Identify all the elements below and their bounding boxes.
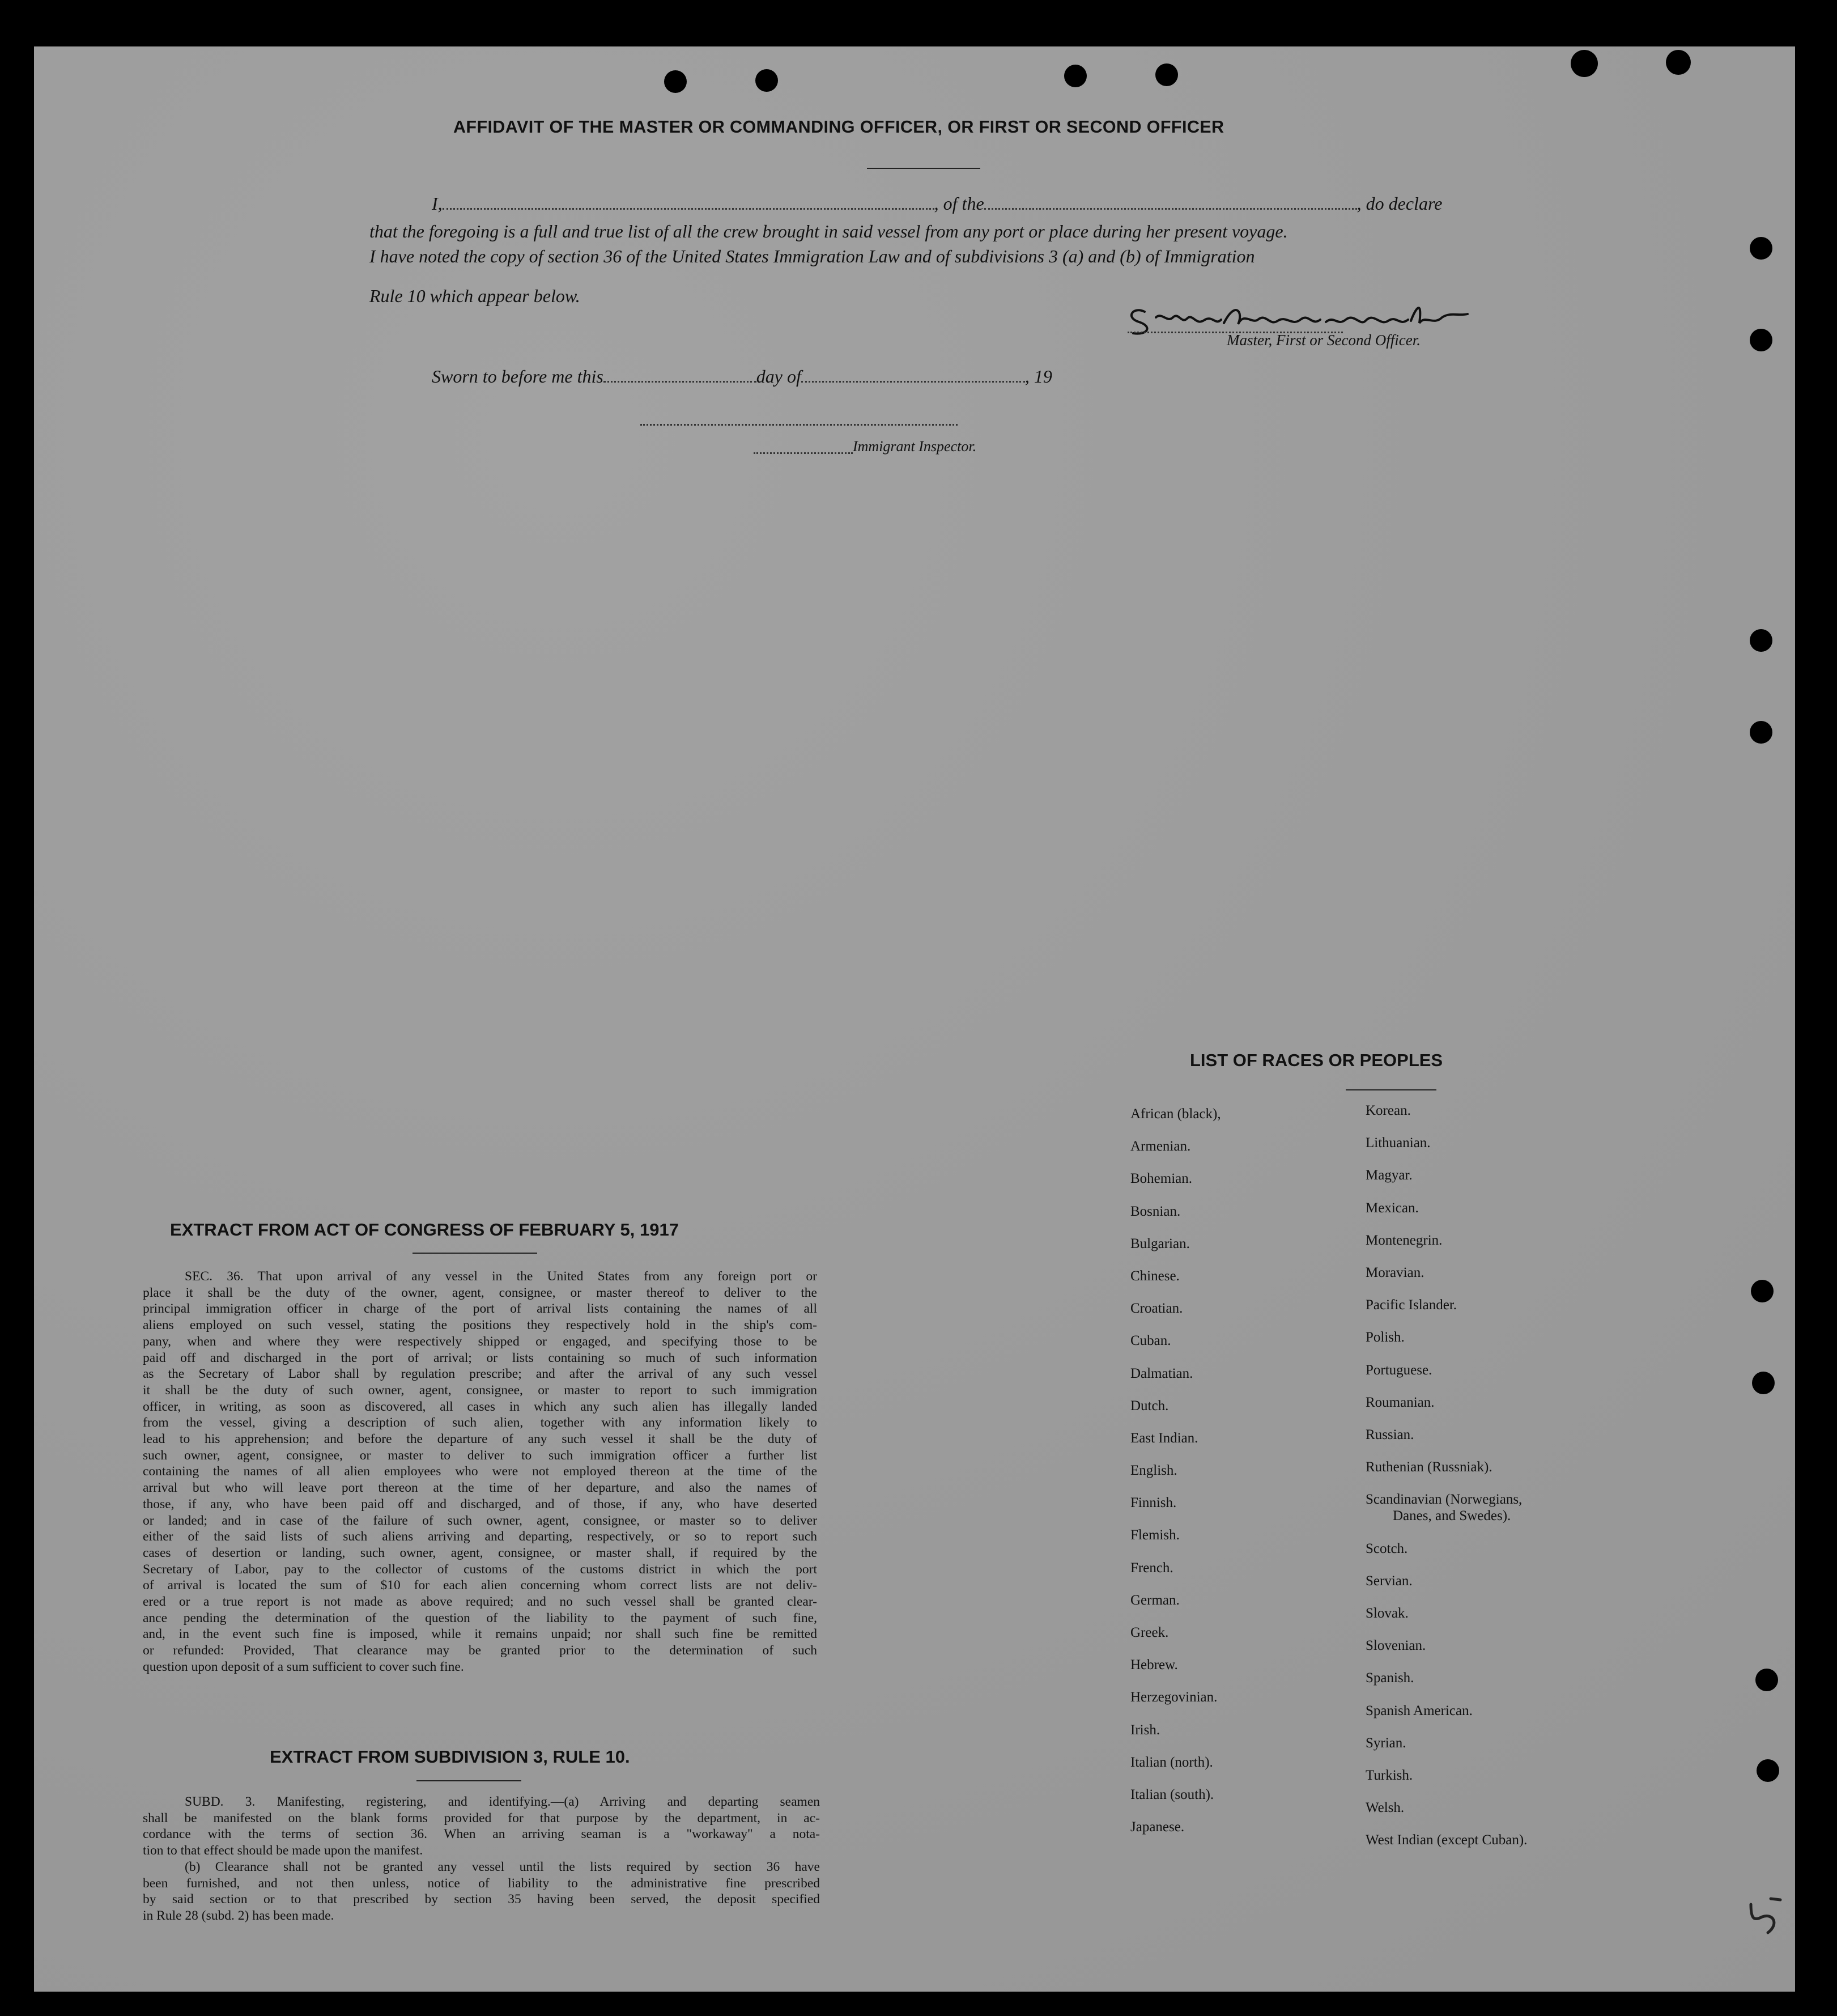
paragraph-line: those, if any, who have been paid off and discharged, and of those, if any, who have deserted <box>143 1496 817 1512</box>
paragraph-line: cordance with the terms of section 36. When an arriving seaman is a "workaway" a nota- <box>143 1827 820 1842</box>
race-item: Armenian. <box>1130 1139 1191 1155</box>
title-underline <box>867 168 980 169</box>
race-item: West Indian (except Cuban). <box>1366 1832 1528 1848</box>
day-blank <box>603 368 756 383</box>
paragraph-line: been furnished, and not then unless, notice of liability to the administrative fine prescribed <box>143 1875 820 1891</box>
affidavit-line-2: that the foregoing is a full and true list of all the crew brought in said vessel from any port or place during her present voyage. <box>369 221 1288 241</box>
paragraph-line: or landed; and in case of the failure of such owner, agent, consignee, or master so to deliver <box>143 1513 817 1528</box>
act-extract-title: EXTRACT FROM ACT OF CONGRESS OF FEBRUARY 5, 1917 <box>170 1220 679 1240</box>
race-item: Bosnian. <box>1130 1203 1181 1219</box>
race-item: Polish. <box>1366 1330 1405 1346</box>
act-title-underline <box>413 1253 537 1254</box>
punch-hole <box>1064 65 1087 87</box>
paragraph-line: from the vessel, giving a description of such alien, together with any information likely to <box>143 1415 817 1431</box>
punch-hole <box>1755 1669 1778 1691</box>
race-item: Croatian. <box>1130 1301 1183 1317</box>
paragraph-line: tion to that effect should be made upon the manifest. <box>143 1843 423 1858</box>
race-item: French. <box>1130 1560 1173 1576</box>
paragraph-line: principal immigration officer in charge of the port of arrival lists containing the names of all <box>143 1301 817 1317</box>
paragraph-line: officer, in writing, as soon as discovered, all cases in which any such alien has illegally landed <box>143 1399 817 1414</box>
paragraph-line: in Rule 28 (subd. 2) has been made. <box>143 1908 334 1923</box>
race-item: English. <box>1130 1463 1177 1479</box>
paragraph-line: question upon deposit of a sum sufficient to cover such fine. <box>143 1659 464 1674</box>
race-item: East Indian. <box>1130 1430 1198 1446</box>
races-left-column <box>1130 1106 1221 1852</box>
race-item: Italian (south). <box>1130 1786 1214 1802</box>
race-item: Danes, and Swedes). <box>1393 1508 1511 1524</box>
race-item: African (black), <box>1130 1106 1221 1122</box>
race-item: Ruthenian (Russniak). <box>1366 1459 1492 1475</box>
race-item: Pacific Islander. <box>1366 1297 1457 1313</box>
race-item: Russian. <box>1366 1427 1414 1442</box>
race-item: Herzegovinian. <box>1130 1690 1218 1705</box>
paragraph-line: such owner, agent, consignee, or master to deliver to such immigration officer a further list <box>143 1448 817 1463</box>
paragraph-line: aliens employed on such vessel, stating the positions they respectively hold in the ship's com- <box>143 1318 817 1333</box>
paragraph-line: by said section or to that prescribed by section 35 having been served, the deposit specified <box>143 1892 820 1907</box>
declare-label: , do declare <box>1357 193 1443 214</box>
races-title: LIST OF RACES OR PEOPLES <box>1190 1050 1443 1070</box>
race-item: Greek. <box>1130 1625 1169 1640</box>
paragraph-line: it shall be the duty of such owner, agent, consignee, or master to report to such immigration <box>143 1382 817 1398</box>
page-mark <box>1745 1893 1791 1941</box>
race-item: German. <box>1130 1592 1180 1608</box>
paragraph-line: cases of desertion or landing, such owner, agent, consignee, or master shall, if required by the <box>143 1545 817 1560</box>
paragraph-line: ance pending the determination of the question of the liability to the payment of such fine, <box>143 1610 817 1625</box>
inspector-signature-line <box>640 424 958 426</box>
race-item: Dalmatian. <box>1130 1365 1193 1381</box>
race-item: Turkish. <box>1366 1767 1413 1783</box>
race-item: Roumanian. <box>1366 1394 1435 1410</box>
paragraph-line: shall be manifested on the blank forms provided for that purpose by the department, in ac- <box>143 1810 820 1826</box>
paragraph-line: either of the said lists of such aliens arriving and departing, respectively, or so to report such <box>143 1529 817 1544</box>
punch-hole <box>1751 1280 1774 1302</box>
punch-hole <box>1757 1759 1779 1782</box>
race-item: Welsh. <box>1366 1800 1405 1816</box>
day-of-label: day of <box>756 366 801 387</box>
paragraph-line: paid off and discharged in the port of arrival; or lists containing so much of such information <box>143 1350 817 1365</box>
month-blank <box>801 368 1025 383</box>
rule-extract-body <box>143 1794 820 1924</box>
paragraph-line: (b) Clearance shall not be granted any vessel until the lists required by section 36 have <box>185 1859 820 1874</box>
name-blank <box>443 196 934 210</box>
race-item: Irish. <box>1130 1722 1160 1738</box>
affidavit-line-1 <box>432 193 1442 214</box>
rule-title-underline <box>416 1780 521 1781</box>
paragraph-line: lead to his apprehension; and before the departure of any such vessel it shall be the duty of <box>143 1432 817 1447</box>
race-item: Cuban. <box>1130 1333 1171 1349</box>
race-item: Japanese. <box>1130 1819 1185 1835</box>
race-item: Magyar. <box>1366 1168 1413 1183</box>
act-extract-body <box>143 1268 817 1675</box>
race-item: Slovenian. <box>1366 1638 1426 1654</box>
inspector-caption: Immigrant Inspector. <box>853 438 977 455</box>
paragraph-line: arrival but who will leave port thereon at the time of her departure, and also the names of <box>143 1480 817 1496</box>
punch-hole <box>1571 50 1598 77</box>
race-item: Scandinavian (Norwegians, <box>1366 1492 1523 1508</box>
race-item: Servian. <box>1366 1573 1413 1589</box>
races-right-column <box>1366 1103 1527 1865</box>
of-the-label: , of the <box>934 193 984 214</box>
race-item: Spanish. <box>1366 1670 1414 1686</box>
race-item: Flemish. <box>1130 1527 1180 1543</box>
race-item: Portuguese. <box>1366 1362 1432 1378</box>
paragraph-line: containing the names of all alien employees who were not employed thereon at the time of the <box>143 1464 817 1479</box>
punch-hole <box>1666 50 1691 75</box>
race-item: Bohemian. <box>1130 1171 1193 1187</box>
signature-caption: Master, First or Second Officer. <box>1227 332 1421 349</box>
race-item: Lithuanian. <box>1366 1135 1431 1151</box>
race-item: Mexican. <box>1366 1200 1419 1216</box>
affidavit-title: AFFIDAVIT OF THE MASTER OR COMMANDING OFFICER, OR FIRST OR SECOND OFFICER <box>453 117 1224 137</box>
paragraph-line: ered or a true report is not made as above required; and no such vessel shall be granted clear- <box>143 1594 817 1610</box>
paragraph-line: and, in the event such fine is imposed, while it remains unpaid; nor shall such fine be remitted <box>143 1627 817 1642</box>
paragraph-line: Secretary of Labor, pay to the collector of customs of the customs district in which the port <box>143 1561 817 1577</box>
vessel-blank <box>984 196 1357 210</box>
document-page <box>34 46 1795 1992</box>
year-label: , 19 <box>1024 366 1052 387</box>
punch-hole <box>1155 63 1178 86</box>
paragraph-line: of arrival is located the sum of $10 for each alien concerning whom correct lists are not deliv- <box>143 1578 817 1593</box>
race-item: Italian (north). <box>1130 1754 1213 1770</box>
affidavit-line-3: I have noted the copy of section 36 of the United States Immigration Law and of subdivisions 3 (a) and (b) of Immigration <box>369 246 1255 266</box>
paragraph-line: or refunded: Provided, That clearance may be granted prior to the determination of such <box>143 1643 817 1658</box>
punch-hole <box>1750 329 1772 351</box>
punch-hole <box>1750 629 1772 652</box>
race-item: Spanish American. <box>1366 1703 1473 1718</box>
paragraph-line: pany, when and where they were respectively shipped or engaged, and specifying those to be <box>143 1334 817 1349</box>
race-item: Moravian. <box>1366 1264 1424 1280</box>
paragraph-line: SUBD. 3. Manifesting, registering, and identifying.—(a) Arriving and departing seamen <box>185 1794 820 1809</box>
race-item: Montenegrin. <box>1366 1232 1443 1248</box>
race-item: Chinese. <box>1130 1268 1180 1284</box>
race-item: Dutch. <box>1130 1398 1169 1414</box>
declarant-label: I, <box>432 193 443 214</box>
sworn-label: Sworn to before me this <box>432 366 603 387</box>
affidavit-line-4: Rule 10 which appear below. <box>369 286 580 306</box>
paragraph-line: SEC. 36. That upon arrival of any vessel in the United States from any foreign port or <box>185 1269 817 1284</box>
punch-hole <box>755 69 778 92</box>
paragraph-line: place it shall be the duty of the owner, agent, consignee, or master thereof to deliver to the <box>143 1285 817 1300</box>
inspector-short-line <box>754 452 853 454</box>
punch-hole <box>1750 721 1772 744</box>
sworn-line <box>432 366 1052 387</box>
race-item: Scotch. <box>1366 1540 1408 1556</box>
race-item: Hebrew. <box>1130 1657 1178 1673</box>
race-item: Finnish. <box>1130 1495 1177 1511</box>
races-title-underline <box>1346 1089 1436 1090</box>
race-item: Slovak. <box>1366 1606 1409 1621</box>
race-item: Syrian. <box>1366 1735 1406 1751</box>
paragraph-line: as the Secretary of Labor shall by regulation prescribe; and after the arrival of any such vessel <box>143 1366 817 1382</box>
punch-hole <box>664 70 687 93</box>
punch-hole <box>1750 237 1772 260</box>
race-item: Bulgarian. <box>1130 1236 1190 1251</box>
rule-extract-title: EXTRACT FROM SUBDIVISION 3, RULE 10. <box>270 1747 630 1767</box>
race-item: Korean. <box>1366 1103 1411 1118</box>
punch-hole <box>1752 1372 1775 1394</box>
